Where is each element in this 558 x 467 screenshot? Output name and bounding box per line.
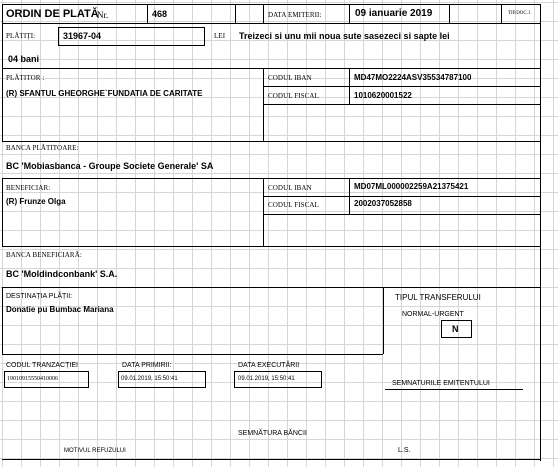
amount-label: PLĂTIȚI: <box>6 32 36 40</box>
rule <box>2 4 3 141</box>
amount-value: 31967-04 <box>63 31 102 41</box>
transfer-type-value: N <box>452 324 459 334</box>
issue-date: 09 ianuarie 2019 <box>355 8 433 19</box>
rule <box>501 4 502 23</box>
issue-date-label: DATA EMITERII: <box>268 11 322 19</box>
payer-fiscal-code: 1010620001522 <box>354 91 412 100</box>
beneficiary-fiscal-code: 2002037052858 <box>354 199 412 208</box>
amount-in-words: Treizeci si unu mii noua sute sasezeci si sapte lei <box>239 31 450 41</box>
rule <box>449 4 450 23</box>
amount-in-words-cont: 04 bani <box>8 54 40 64</box>
order-number: 468 <box>152 9 168 19</box>
rule <box>2 287 540 288</box>
bank-signature-label: SEMNĂTURA BĂNCII <box>238 430 307 437</box>
rule <box>2 178 540 179</box>
payer-fiscal-label: CODUL FISCAL <box>268 92 319 100</box>
ls-label: L.S. <box>398 447 411 454</box>
rule <box>235 4 236 23</box>
rule <box>383 287 384 354</box>
refusal-reason-label: MOTIVUL REFUZULUI <box>64 448 126 454</box>
purpose-value: Donatie pu Bumbac Mariana <box>6 305 114 314</box>
rule <box>263 196 540 197</box>
beneficiary-iban: MD07ML000002259A21375421 <box>354 182 469 191</box>
rule <box>263 86 540 87</box>
rule <box>2 178 3 246</box>
rule <box>263 178 264 246</box>
beneficiary-bank-label: BANCA BENEFICIARĂ: <box>6 251 82 259</box>
rule <box>263 214 540 215</box>
execution-date: 09.01.2019, 15:50:41 <box>238 376 295 382</box>
payer-iban: MD47MO2224ASV35534787100 <box>354 73 472 82</box>
currency-label: LEI <box>214 32 226 40</box>
payer-iban-label: CODUL IBAN <box>268 74 312 82</box>
rule <box>540 4 541 461</box>
purpose-label: DESTINAȚIA PLĂȚII: <box>6 293 73 300</box>
rule <box>349 4 350 23</box>
payer-name: (R) SFANTUL GHEORGHE`FUNDATIA DE CARITATE <box>6 89 203 98</box>
execution-date-label: DATA EXECUTĂRII <box>238 362 300 369</box>
document-title: ORDIN DE PLATĂ <box>6 8 99 20</box>
rule <box>2 23 540 24</box>
rule <box>2 287 3 354</box>
issuer-signatures-label: SEMNATURILE EMITENTULUI <box>392 380 490 387</box>
beneficiary-bank-name: BC 'Moldindconbank' S.A. <box>6 269 118 279</box>
beneficiary-iban-label: CODUL IBAN <box>268 184 312 192</box>
received-date-label: DATA PRIMIRII: <box>122 362 172 369</box>
transaction-code: 19010915550410006 <box>7 376 58 382</box>
rule <box>2 246 540 247</box>
rule <box>263 4 264 23</box>
transaction-code-label: CODUL TRANZACȚIEI <box>6 362 78 369</box>
doc-type: TIP.DOC.1 <box>508 11 531 16</box>
rule <box>2 4 540 5</box>
beneficiary-label: BENEFICIAR: <box>6 184 51 192</box>
rule <box>385 389 523 390</box>
rule <box>2 68 540 69</box>
received-date: 09.01.2019, 15:50:41 <box>121 376 178 382</box>
rule <box>263 104 540 105</box>
beneficiary-fiscal-label: CODUL FISCAL <box>268 201 319 209</box>
payer-bank-name: BC 'Mobiasbanca - Groupe Societe Generale' SA <box>6 161 214 171</box>
rule <box>147 4 148 23</box>
payer-bank-label: BANCA PLĂTITOARE: <box>6 144 79 152</box>
rule <box>2 354 383 355</box>
payer-label: PLĂTITOR : <box>6 74 45 82</box>
rule <box>2 141 540 142</box>
transfer-type-label: TIPUL TRANSFERULUI <box>395 293 481 302</box>
number-label: Nr. <box>97 10 109 20</box>
rule <box>2 459 540 460</box>
transfer-type-options: NORMAL-URGENT <box>402 311 464 318</box>
beneficiary-name: (R) Frunze Olga <box>6 197 66 206</box>
